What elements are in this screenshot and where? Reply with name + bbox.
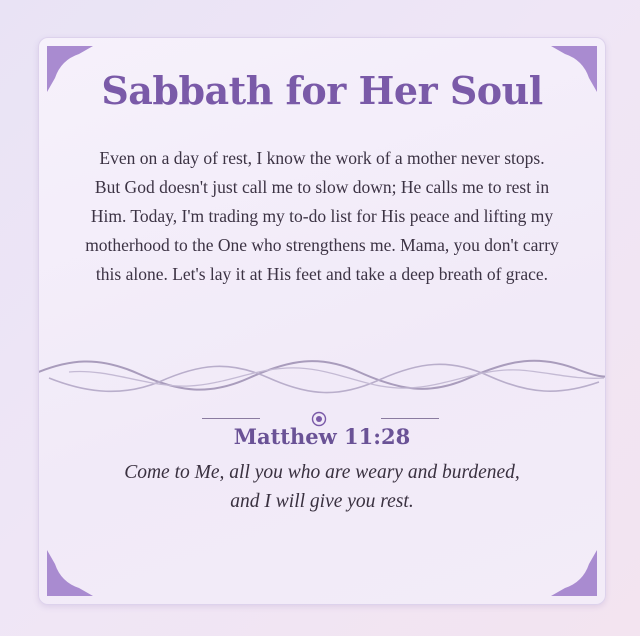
devotional-paragraph: Even on a day of rest, I know the work of a mother never stops. But God doesn't just call me to slow down; He calls me to rest in Him. Today, I'm trading my to-do list for His peace and lifting my motherhood to the One who strengthens me. Mama, you don't carry this alone. Let's lay it at His feet and take a deep breath of grace. [85,148,559,284]
scripture-verse [69,458,575,516]
quote-card [38,37,606,605]
card-title: Sabbath for Her Soul [101,68,543,113]
wave-divider-icon [38,338,606,418]
corner-ornament-icon [551,550,597,596]
verse-line-2: and I will give you rest. [230,491,414,512]
divider-line-right [381,418,439,419]
corner-ornament-icon [47,550,93,596]
divider-line-left [202,418,260,419]
scripture-reference: Matthew 11:28 [233,424,411,449]
verse-line-1: Come to Me, all you who are weary and burdened, [124,462,520,483]
